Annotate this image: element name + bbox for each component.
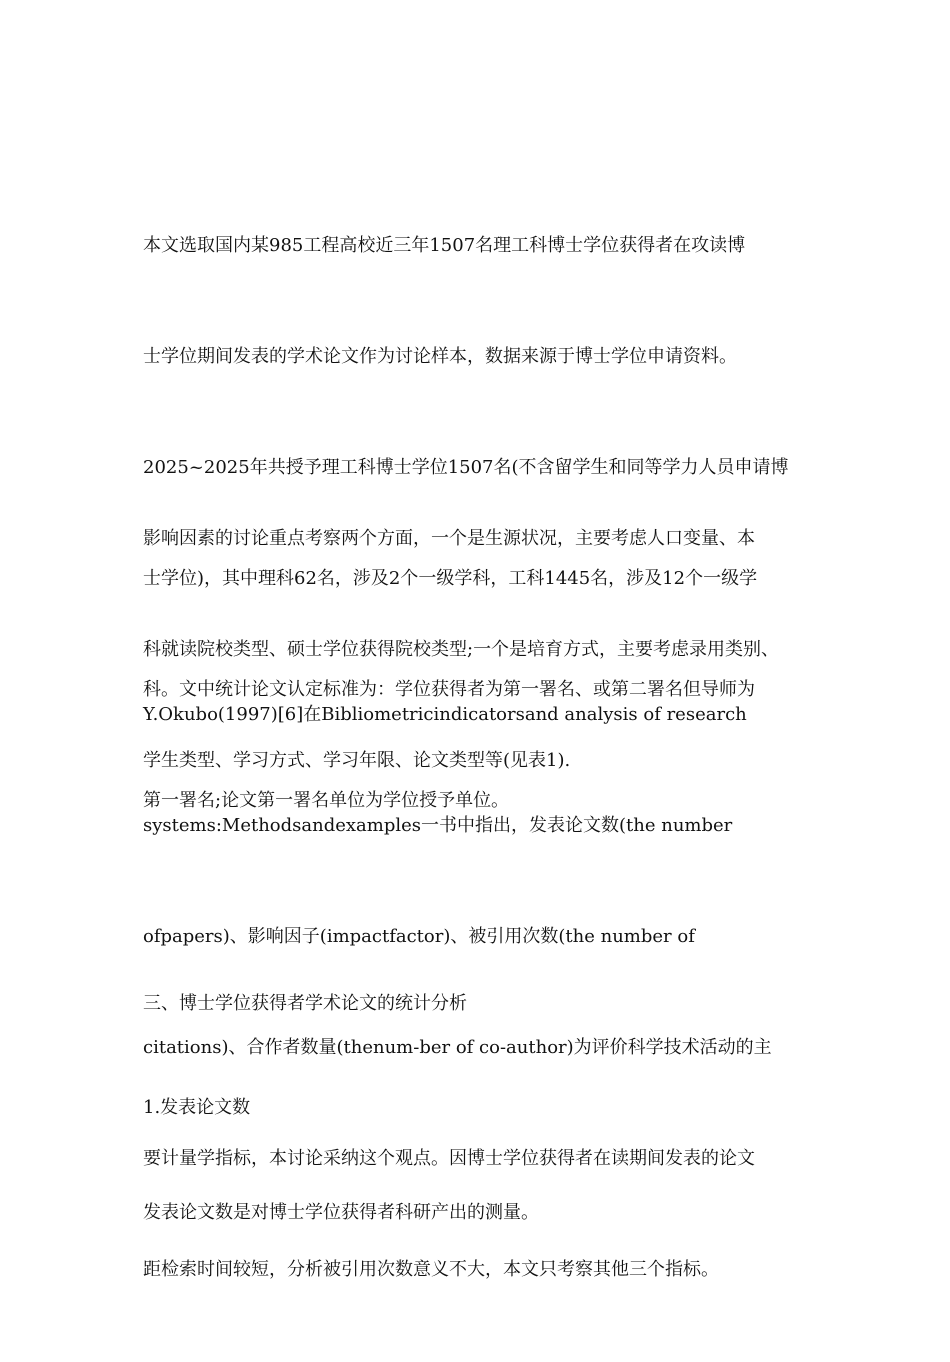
paragraph-line: 距检索时间较短，分析被引用次数意义不大，本文只考察其他三个指标。	[143, 1259, 719, 1280]
paragraph-line: citations)、合作者数量(thenum-ber of co-author)为评价科学技术活动的主	[143, 1037, 772, 1058]
paragraph-line: 要计量学指标，本讨论采纳这个观点。因博士学位获得者在读期间发表的论文	[143, 1148, 755, 1169]
paragraph-line: systems:Methodsandexamples一书中指出，发表论文数(the number	[143, 815, 733, 836]
paragraph-line: 科就读院校类型、硕士学位获得院校类型;一个是培育方式，主要考虑录用类别、	[143, 639, 780, 660]
paragraph-line: 学生类型、学习方式、学习年限、论文类型等(见表1).	[143, 750, 571, 771]
paragraph-line: 科。文中统计论文认定标准为：学位获得者为第一署名、或第二署名但导师为	[143, 679, 755, 700]
paragraph-line: 第一署名;论文第一署名单位为学位授予单位。	[143, 790, 510, 811]
paragraph-line: 发表论文数是对博士学位获得者科研产出的测量。	[143, 1202, 539, 1223]
paragraph-line: ofpapers)、影响因子(impactfactor)、被引用次数(the number of	[143, 926, 695, 947]
paragraph-line: 本文选取国内某985工程高校近三年1507名理工科博士学位获得者在攻读博	[143, 235, 746, 256]
section-heading-text: 三、博士学位获得者学术论文的统计分析	[143, 993, 467, 1014]
paragraph-line: 影响因素的讨论重点考察两个方面，一个是生源状况，主要考虑人口变量、本	[143, 528, 755, 549]
paragraph-line: 士学位期间发表的学术论文作为讨论样本，数据来源于博士学位申请资料。	[143, 346, 737, 367]
paragraph-paper-count	[143, 1120, 823, 1305]
subsection-heading-text: 1.发表论文数	[143, 1097, 251, 1118]
paragraph-line: 士学位)，其中理科62名，涉及2个一级学科，工科1445名，涉及12个一级学	[143, 568, 758, 589]
paragraph-line: Y.Okubo(1997)[6]在Bibliometricindicatorsand analysis of research	[143, 704, 747, 725]
paragraph-line: 2025~2025年共授予理工科博士学位1507名(不含留学生和同等学力人员申请博	[143, 457, 789, 478]
